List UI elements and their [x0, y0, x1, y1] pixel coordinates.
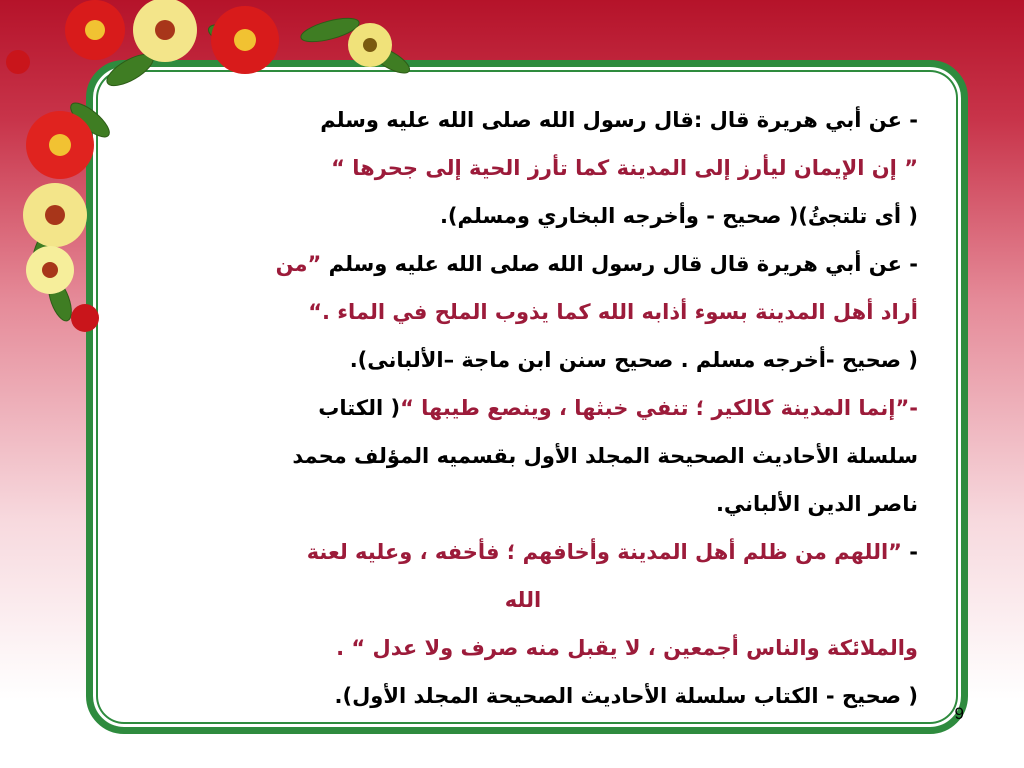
- text-line-12: والملائكة والناس أجمعين ، لا يقبل منه صرف ولا عدل “ .: [336, 636, 918, 660]
- text-line-5: أراد أهل المدينة بسوء أذابه الله كما يذوب الملح في الماء .“: [308, 300, 918, 324]
- text-line-9: ناصر الدين الألباني.: [715, 492, 918, 516]
- hadith-text-block: [128, 96, 918, 720]
- text-line-1: - عن أبي هريرة قال :قال رسول الله صلى الله عليه وسلم: [320, 108, 918, 132]
- text-line-6: ( صحيح -أخرجه مسلم . صحيح سنن ابن ماجة –الألبانى).: [349, 348, 918, 372]
- text-line-8: سلسلة الأحاديث الصحيحة المجلد الأول بقسميه المؤلف محمد: [292, 444, 918, 468]
- text-line-13: ( صحيح - الكتاب سلسلة الأحاديث الصحيحة المجلد الأول).: [334, 684, 918, 708]
- text-line-2: ” إن الإيمان ليأرز إلى المدينة كما تأرز الحية إلى جحرها “: [331, 156, 918, 180]
- page-number: 9: [954, 704, 964, 723]
- text-line-10: - ”اللهم من ظلم أهل المدينة وأخافهم ؛ فأخفه ، وعليه لعنة: [306, 540, 918, 564]
- text-line-7: -”إنما المدينة كالكير ؛ تنفي خبثها ، وينصع طيبها “( الكتاب: [318, 396, 918, 420]
- text-line-3: ( أى تلتجئُ)( صحيح - وأخرجه البخاري ومسلم).: [439, 204, 918, 228]
- text-line-11: الله: [504, 588, 542, 612]
- text-line-4: - عن أبي هريرة قال قال رسول الله صلى الله عليه وسلم ”من: [275, 252, 918, 276]
